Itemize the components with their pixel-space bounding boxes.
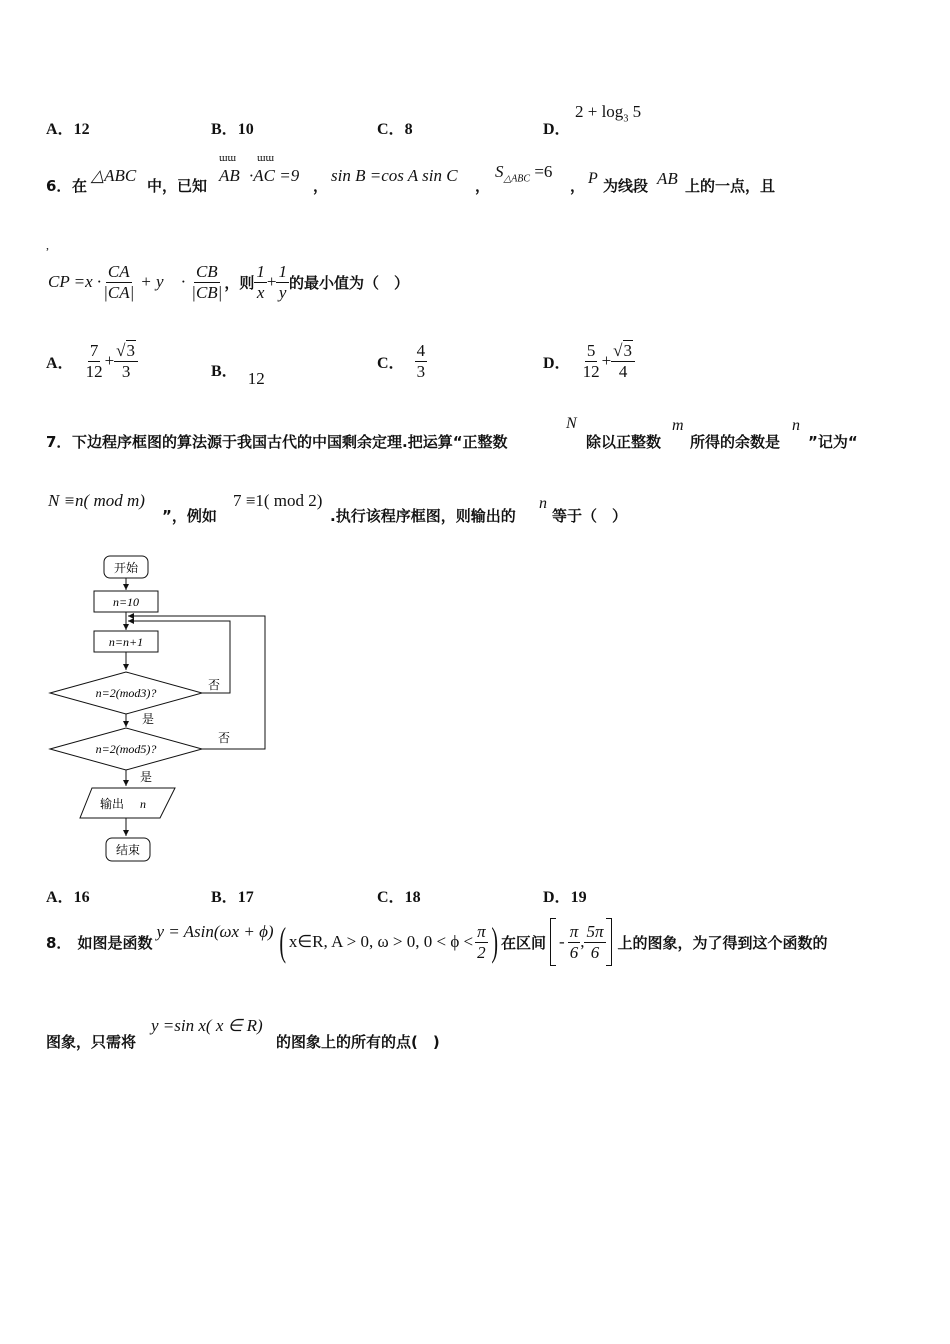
q6-option-b-value: 12 — [247, 369, 265, 388]
flow-init-label: n=10 — [112, 595, 140, 609]
q6-a-plus: + — [104, 351, 115, 370]
q6-frac-ca — [101, 262, 136, 303]
q8-iv1-den: 6 — [569, 942, 579, 962]
q6-option-a — [46, 336, 138, 386]
q5-option-b-value: 10 — [237, 121, 254, 138]
q7-text-5: ”，例如 — [162, 507, 217, 525]
q6-a-frac-1-num: 7 — [89, 340, 99, 360]
q8-text-3: 上的图象，为了得到这个函数的 — [617, 933, 828, 952]
q8-interval-frac-1 — [568, 922, 581, 963]
q6-plus: + — [266, 272, 277, 291]
flow-yes-2: 是 — [140, 770, 153, 784]
q6-point-p: P — [588, 170, 598, 187]
q8-text-4: 图象，只需将 — [46, 1033, 137, 1051]
q6-sin-equation: sin B =cos A sin C — [331, 166, 458, 185]
q5-option-c — [377, 116, 413, 139]
q6-d-frac-2-den: 4 — [618, 361, 628, 381]
q6-d-frac-1-den: 12 — [582, 361, 600, 381]
flow-start-label: 开始 — [113, 561, 139, 575]
q6-d-frac-2-num: √3 — [611, 341, 635, 362]
q7-congruence: N ≡n( mod m) — [48, 491, 145, 510]
flow-output-box — [80, 788, 175, 818]
q6-vector-ab: AB — [219, 166, 240, 185]
q5-d-sub: 3 — [623, 113, 629, 125]
q6-frac-1x — [254, 262, 267, 303]
q8-line-1 — [46, 915, 828, 969]
q6-text-4: 上的一点，且 — [685, 177, 776, 195]
flow-output-var: n — [140, 797, 146, 811]
q6-vector-marks-2: ɯɯ — [257, 152, 275, 164]
q5-option-d-label: D． — [543, 121, 571, 138]
q6-stray-mark: , — [46, 238, 49, 252]
q6-c-frac — [415, 341, 428, 382]
q6-area-eq: =6 — [534, 162, 553, 181]
q8-interval-frac-2 — [584, 922, 605, 963]
flow-yes-1: 是 — [142, 712, 155, 726]
q6-d-plus: + — [601, 351, 612, 370]
q6-vector-marks-1: ɯɯ — [219, 152, 237, 164]
q8-interval-comma: , — [580, 932, 585, 951]
flow-condition-2-label: n=2(mod5)? — [95, 742, 157, 756]
q6-option-c-label: C． — [377, 354, 405, 372]
q6-d-frac-1 — [581, 341, 602, 382]
q8-number: 8． — [46, 933, 72, 952]
q7-option-d-value: 19 — [570, 889, 587, 906]
q7-var-n2: n — [539, 495, 547, 512]
flow-no-2: 否 — [218, 731, 231, 745]
q6-a-frac-2-num: √3 — [114, 341, 138, 362]
flow-condition-1-label: n=2(mod3)? — [95, 686, 157, 700]
flow-increment-label: n=n+1 — [108, 635, 144, 649]
q6-text-6: 的最小值为（ ） — [288, 273, 409, 292]
q6-a-sqrt: 3 — [126, 340, 135, 360]
q7-flowchart — [40, 548, 280, 873]
q8-bracket-right — [606, 918, 612, 966]
q6-option-d — [543, 336, 635, 386]
q8-pi-den: 2 — [477, 942, 486, 962]
q7-option-c-label: C． — [377, 889, 405, 906]
q7-text-1: 下边程序框图的算法源于我国古代的中国剩余定理.把运算“正整数 — [72, 433, 508, 451]
q7-example: 7 ≡1( mod 2) — [233, 491, 323, 510]
q6-a-frac-2-den: 3 — [121, 361, 131, 381]
q6-comma-2: ， — [475, 177, 491, 195]
q8-bracket-left — [550, 918, 556, 966]
q6-a-frac-2 — [114, 341, 138, 382]
q7-var-N: N — [566, 415, 577, 432]
q6-text-3: 为线段 — [603, 177, 649, 195]
q5-option-b-label: B． — [211, 121, 238, 138]
q7-option-a-label: A． — [46, 889, 74, 906]
q6-cp: CP =x · — [48, 272, 102, 291]
q6-text-2: 中，已知 — [147, 177, 208, 195]
q6-option-c — [377, 336, 427, 386]
q7-var-m: m — [672, 417, 684, 434]
q5-option-c-label: C． — [377, 121, 405, 138]
q6-frac-cb — [189, 262, 224, 303]
q6-number: 6． — [46, 177, 72, 195]
flow-end-label: 结束 — [115, 843, 141, 857]
q8-text-1: 如图是函数 — [77, 933, 153, 952]
q6-vector-ac: ·AC =9 — [249, 166, 300, 185]
q6-text-1: 在 — [72, 177, 88, 195]
q6-option-d-label: D． — [543, 354, 571, 372]
q8-paren-left: ( — [278, 919, 286, 964]
q8-condition: x∈R, A > 0, ω > 0, 0 < ϕ < — [288, 932, 474, 951]
q5-option-d-expression — [575, 102, 641, 124]
q6-frac-1y-num: 1 — [278, 261, 287, 281]
q6-option-b-label: B． — [211, 363, 238, 380]
q6-frac-1y — [276, 262, 289, 303]
q7-text-4: ”记为“ — [808, 433, 858, 451]
q5-d-tail: 5 — [632, 102, 642, 121]
flow-no-1: 否 — [208, 678, 221, 692]
q6-segment-ab: AB — [657, 169, 678, 188]
q6-option-a-label: A． — [46, 354, 74, 372]
flow-output-label: 输出 — [100, 797, 125, 811]
q7-var-n: n — [792, 417, 800, 434]
q8-text-2: 在区间 — [501, 933, 547, 952]
q7-text-2: 除以正整数 — [586, 433, 662, 451]
q7-option-b-label: B． — [211, 889, 238, 906]
q7-option-c — [377, 884, 421, 907]
q7-number: 7． — [46, 433, 72, 451]
q8-iv1-num: π — [569, 921, 579, 941]
q5-option-a-label: A． — [46, 121, 74, 138]
q6-d-frac-1-num: 5 — [586, 340, 596, 360]
q7-option-d — [543, 884, 587, 907]
q6-frac-cb-den: |CB| — [191, 282, 223, 302]
q8-pi-num: π — [477, 921, 486, 941]
q6-frac-1x-den: x — [256, 282, 265, 302]
q6-area — [495, 162, 552, 184]
q6-c-frac-num: 4 — [416, 340, 426, 360]
q7-option-b — [211, 884, 254, 907]
q6-option-b — [211, 358, 265, 388]
q8-function: y = Asin(ωx + ϕ) — [156, 922, 274, 941]
q6-vector-equation — [48, 253, 409, 311]
q6-area-s: S — [495, 162, 504, 181]
q6-frac-1x-num: 1 — [256, 261, 265, 281]
q7-text-3: 所得的余数是 — [690, 433, 781, 451]
q7-option-a — [46, 884, 90, 907]
q6-d-frac-2 — [611, 341, 635, 382]
q8-text-5: 的图象上的所有的点( ) — [276, 1033, 440, 1051]
q8-sin-function: y =sin x( x ∈ R) — [151, 1016, 263, 1035]
q7-text-6: .执行该程序框图，则输出的 — [330, 507, 516, 525]
q6-frac-cb-num: CB — [195, 261, 218, 281]
q7-option-d-label: D． — [543, 889, 571, 906]
q6-frac-ca-den: |CA| — [103, 282, 135, 302]
q6-area-sub: △ABC — [503, 173, 531, 185]
q6-a-frac-1-den: 12 — [85, 361, 103, 381]
q6-frac-ca-num: CA — [107, 261, 130, 281]
q6-text-5: ，则 — [224, 273, 255, 292]
q5-option-a-value: 12 — [73, 121, 90, 138]
q7-option-c-value: 18 — [404, 889, 421, 906]
q8-iv2-num: 5π — [586, 921, 604, 941]
q6-comma-3: ， — [570, 177, 586, 195]
q7-option-a-value: 16 — [73, 889, 90, 906]
q6-c-frac-den: 3 — [416, 361, 426, 381]
q6-d-sqrt: 3 — [623, 340, 632, 360]
q6-frac-1y-den: y — [278, 282, 287, 302]
q5-option-b — [211, 116, 254, 139]
q8-interval-minus: - — [559, 932, 565, 951]
q5-option-a — [46, 116, 90, 139]
q7-text-7: 等于（ ） — [552, 507, 628, 525]
q8-iv2-den: 6 — [590, 942, 600, 962]
q8-pi-frac — [475, 922, 488, 963]
q7-option-b-value: 17 — [237, 889, 254, 906]
q6-plus-y: + y⃗ · — [140, 272, 186, 291]
q5-d-main: 2 + log — [575, 102, 624, 121]
q8-paren-right: ) — [491, 919, 498, 964]
q6-a-frac-1 — [84, 341, 105, 382]
q6-comma-1: ， — [313, 177, 329, 195]
q5-option-c-value: 8 — [404, 121, 413, 138]
q6-triangle: △ABC — [91, 166, 137, 185]
